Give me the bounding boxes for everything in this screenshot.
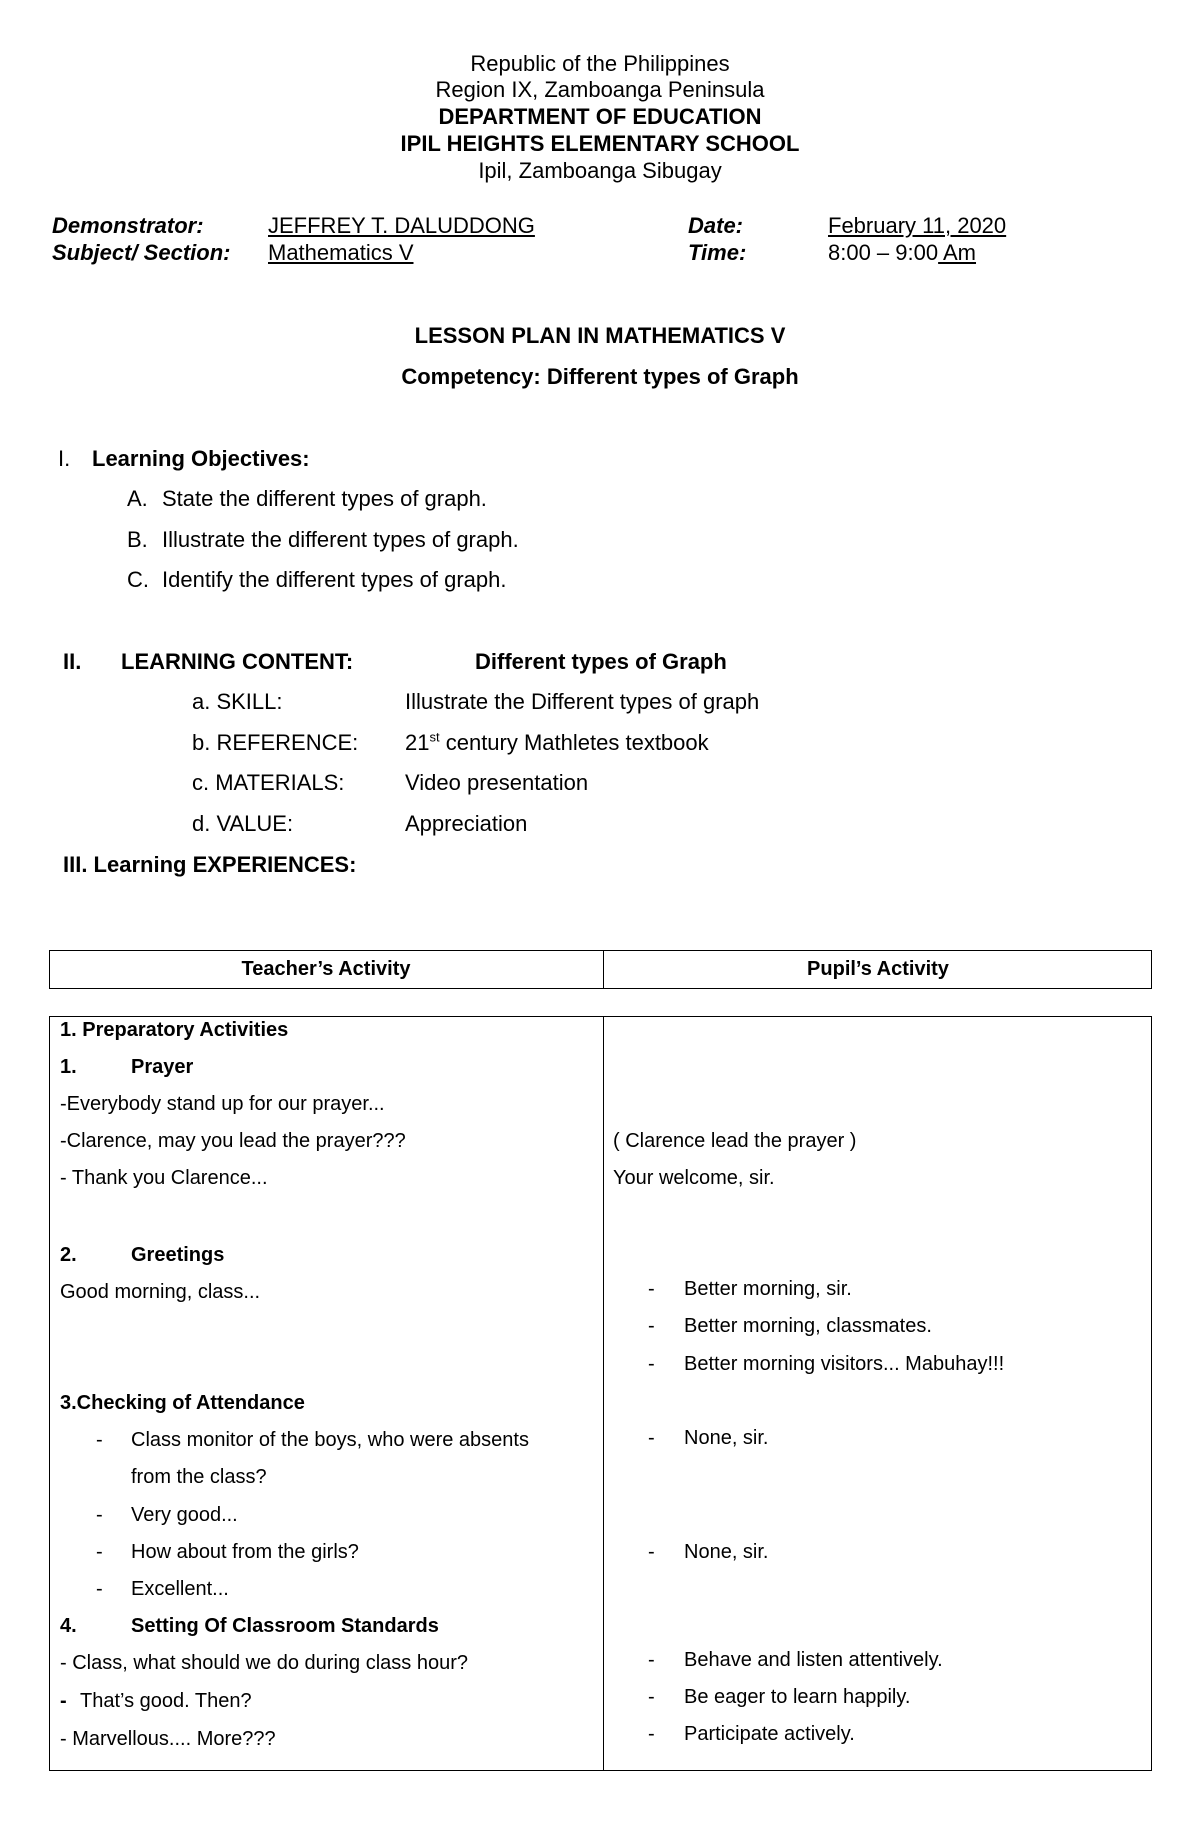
standards-number: 4.	[60, 1615, 77, 1637]
attend-pupil-dash-2: -	[648, 1541, 655, 1563]
header-region: Region IX, Zamboanga Peninsula	[435, 77, 765, 102]
attendance-teacher-line-1b: from the class?	[131, 1466, 267, 1488]
attendance-teacher-line-4: Excellent...	[131, 1578, 229, 1600]
objective-b-letter: B.	[127, 527, 148, 552]
table-body-divider	[603, 1016, 604, 1771]
std-pupil-dash-1: -	[648, 1649, 655, 1671]
materials-value: Video presentation	[405, 770, 589, 795]
prayer-pupil-line-2: Your welcome, sir.	[613, 1167, 775, 1189]
standards-title: Setting Of Classroom Standards	[131, 1615, 439, 1637]
attendance-teacher-line-2: Very good...	[131, 1504, 238, 1526]
greetings-teacher-line: Good morning, class...	[60, 1281, 261, 1303]
greet-pupil-dash-2: -	[648, 1315, 655, 1337]
materials-label: c. MATERIALS:	[192, 770, 345, 795]
preparatory-activities-title: 1. Preparatory Activities	[60, 1019, 289, 1041]
std-pupil-dash-2: -	[648, 1686, 655, 1708]
lesson-plan-title: LESSON PLAN IN MATHEMATICS V	[414, 323, 786, 348]
attend-pupil-line-1: None, sir.	[684, 1427, 769, 1449]
objectives-numeral: I.	[58, 446, 71, 471]
time-value	[828, 242, 976, 264]
subject-label: Subject/ Section:	[52, 240, 231, 265]
value-label: d. VALUE:	[192, 811, 294, 836]
std-pupil-line-1: Behave and listen attentively.	[684, 1649, 943, 1671]
content-numeral: II.	[63, 649, 82, 674]
competency-line: Competency: Different types of Graph	[401, 364, 799, 389]
attendance-dash-2: -	[96, 1504, 103, 1526]
skill-value: Illustrate the Different types of graph	[405, 689, 760, 714]
reference-value	[405, 729, 709, 755]
attendance-dash-4: -	[96, 1578, 103, 1600]
attendance-teacher-line-3: How about from the girls?	[131, 1541, 359, 1563]
attendance-dash-1: -	[96, 1429, 103, 1451]
header-republic: Republic of the Philippines	[470, 51, 730, 76]
time-label: Time:	[688, 240, 747, 265]
value-value: Appreciation	[405, 811, 528, 836]
pupil-activity-header: Pupil’s Activity	[807, 958, 949, 980]
header-location: Ipil, Zamboanga Sibugay	[478, 158, 722, 183]
objective-a-letter: A.	[127, 486, 148, 511]
attendance-teacher-line-1: Class monitor of the boys, who were absents	[131, 1429, 529, 1451]
greet-pupil-line-1: Better morning, sir.	[684, 1278, 852, 1300]
demonstrator-label: Demonstrator:	[52, 213, 204, 238]
objective-c-text: Identify the different types of graph.	[162, 567, 507, 592]
prayer-title: Prayer	[131, 1056, 194, 1078]
greet-pupil-line-2: Better morning, classmates.	[684, 1315, 932, 1337]
experiences-heading: III. Learning EXPERIENCES:	[63, 852, 357, 877]
header-department: DEPARTMENT OF EDUCATION	[438, 104, 762, 129]
objective-b-text: Illustrate the different types of graph.	[162, 527, 519, 552]
demonstrator-value: JEFFREY T. DALUDDONG	[268, 213, 535, 238]
greetings-title: Greetings	[131, 1244, 225, 1266]
prayer-number: 1.	[60, 1056, 77, 1078]
reference-label: b. REFERENCE:	[192, 730, 359, 755]
std-pupil-line-2: Be eager to learn happily.	[684, 1686, 911, 1708]
standards-teacher-line-1: - Class, what should we do during class hour?	[60, 1652, 468, 1674]
std-pupil-dash-3: -	[648, 1723, 655, 1745]
greet-pupil-dash-3: -	[648, 1353, 655, 1375]
reference-ordinal: st	[429, 729, 440, 745]
attend-pupil-line-2: None, sir.	[684, 1541, 769, 1563]
header-school: IPIL HEIGHTS ELEMENTARY SCHOOL	[400, 131, 800, 156]
skill-label: a. SKILL:	[192, 689, 283, 714]
greet-pupil-dash-1: -	[648, 1278, 655, 1300]
objectives-heading: Learning Objectives:	[92, 446, 310, 471]
time-meridiem: Am	[938, 240, 977, 265]
reference-number: 21	[405, 730, 430, 755]
attendance-title: 3.Checking of Attendance	[60, 1392, 305, 1414]
teacher-activity-header: Teacher’s Activity	[241, 958, 411, 980]
content-topic: Different types of Graph	[475, 649, 727, 674]
prayer-teacher-line-3: - Thank you Clarence...	[60, 1167, 268, 1189]
standards-teacher-line-3: - Marvellous.... More???	[60, 1728, 276, 1750]
prayer-teacher-line-2: -Clarence, may you lead the prayer???	[60, 1130, 406, 1152]
greet-pupil-line-3: Better morning visitors... Mabuhay!!!	[684, 1353, 1005, 1375]
reference-title: century Mathletes textbook	[439, 730, 709, 755]
attendance-dash-3: -	[96, 1541, 103, 1563]
prayer-teacher-line-1: -Everybody stand up for our prayer...	[60, 1093, 385, 1115]
content-heading: LEARNING CONTENT:	[121, 649, 354, 674]
date-value: February 11, 2020	[828, 213, 1007, 238]
attend-pupil-dash-1: -	[648, 1427, 655, 1449]
prayer-pupil-line-1: ( Clarence lead the prayer )	[613, 1130, 857, 1152]
greetings-number: 2.	[60, 1244, 77, 1266]
objective-c-letter: C.	[127, 567, 149, 592]
objective-a-text: State the different types of graph.	[162, 486, 487, 511]
standards-teacher-line-2: That’s good. Then?	[80, 1690, 252, 1712]
time-range: 8:00 – 9:00	[828, 240, 939, 265]
subject-value: Mathematics V	[268, 240, 414, 265]
date-label: Date:	[688, 213, 744, 238]
std-pupil-line-3: Participate actively.	[684, 1723, 855, 1745]
standards-teacher-dash-2: -	[60, 1690, 67, 1712]
